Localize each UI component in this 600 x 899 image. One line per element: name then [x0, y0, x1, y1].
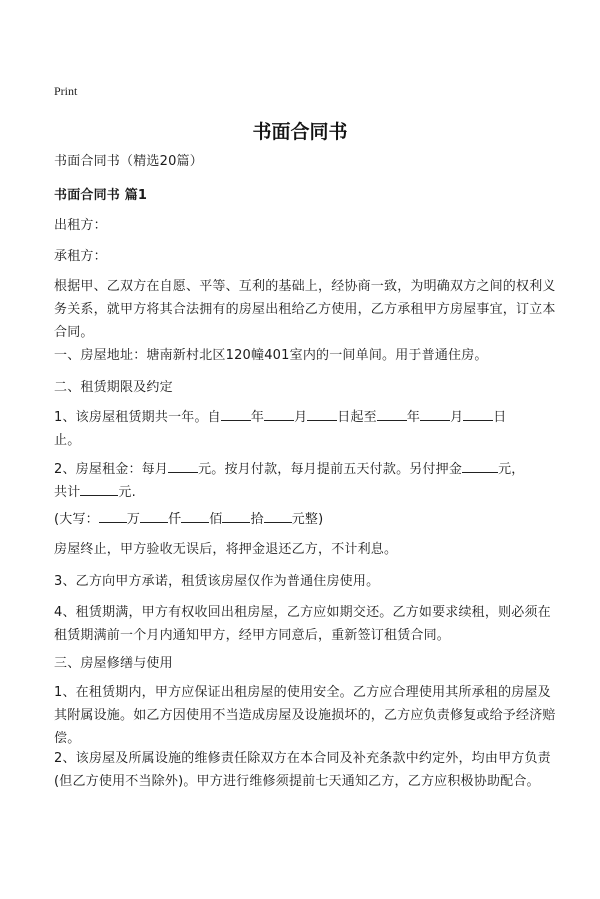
deposit-blank	[462, 458, 498, 473]
term-end-month-label: 月	[450, 410, 464, 425]
rent-text-2: 元。按月付款，每月提前五天付款。另付押金	[198, 462, 463, 477]
yuan-blank	[264, 508, 292, 523]
clause-renewal: 4、租赁期满，甲方有权收回出租房屋，乙方应如期交还。乙方如要求续租，则必须在租赁期满前一个月内通知甲方，经甲方同意后，重新签订租赁合同。	[54, 605, 551, 643]
clause-rent	[54, 458, 556, 504]
clause-repair-responsibility: 2、该房屋及所属设施的维修责任除双方在本合同及补充条款中约定外，均由甲方负责(但乙方使用不当除外)。甲方进行维修须提前七天通知乙方，乙方应积极协助配合。	[54, 751, 551, 789]
clause-repair-safety: 1、在租赁期内，甲方应保证出租房屋的使用安全。乙方应合理使用其所承租的房屋及其附属设施。如乙方因使用不当造成房屋及设施损坏的，乙方应负责修复或给予经济赔偿。	[54, 685, 556, 746]
start-month-blank	[264, 406, 294, 421]
capital-open: (大写：	[54, 512, 99, 527]
rent-text-3: 元，	[498, 462, 525, 477]
start-year-blank	[221, 406, 251, 421]
end-day-blank	[463, 406, 493, 421]
clause-repair-heading: 三、房屋修缮与使用	[54, 656, 173, 671]
clause-capital-amount	[54, 508, 556, 531]
shi-blank	[222, 508, 250, 523]
capital-qian: 仟	[168, 512, 182, 527]
end-year-blank	[377, 406, 407, 421]
print-label[interactable]: Print	[54, 84, 78, 98]
rent-text-4: 共计	[54, 485, 81, 500]
document-subtitle: 书面合同书（精选20篇）	[54, 154, 203, 169]
term-end-text: 止。	[54, 433, 81, 448]
start-day-blank	[307, 406, 337, 421]
deposit-return-paragraph: 房屋终止，甲方验收无误后，将押金退还乙方，不计利息。	[54, 542, 398, 557]
wan-blank	[99, 508, 127, 523]
clause-residential-use: 3、乙方向甲方承诺，租赁该房屋仅作为普通住房使用。	[54, 574, 380, 589]
term-year-label: 年	[250, 410, 265, 425]
term-end-year-label: 年	[406, 410, 421, 425]
clause-term-heading: 二、租赁期限及约定	[54, 380, 173, 395]
lessee-line: 承租方：	[54, 249, 107, 264]
document-title: 书面合同书	[252, 121, 348, 143]
term-month-label: 月	[294, 410, 308, 425]
end-month-blank	[420, 406, 450, 421]
qian-blank	[140, 508, 168, 523]
term-day-from-label: 日起至	[337, 410, 377, 425]
intro-paragraph: 根据甲、乙双方在自愿、平等、互利的基础上，经协商一致，为明确双方之间的权利义务关系，就甲方将其合法拥有的房屋出租给乙方使用，乙方承租甲方房屋事宜，订立本合同。	[54, 279, 556, 340]
capital-yuan: 元整)	[291, 512, 324, 527]
term-end-day-label: 日	[493, 410, 507, 425]
rent-text-5: 元.	[118, 485, 136, 500]
capital-shi: 拾	[250, 512, 264, 527]
capital-bai: 佰	[209, 512, 223, 527]
term-text-start: 1、该房屋租赁期共一年。自	[54, 410, 221, 425]
capital-wan: 万	[126, 512, 141, 527]
rent-text-1: 2、房屋租金：每月	[54, 462, 169, 477]
monthly-rent-blank	[168, 458, 198, 473]
total-blank	[80, 481, 118, 496]
section-heading: 书面合同书 篇1	[54, 188, 148, 203]
clause-address: 一、房屋地址：塘南新村北区120幢401室内的一间单间。用于普通住房。	[54, 348, 488, 363]
bai-blank	[181, 508, 209, 523]
clause-term-period	[54, 406, 556, 452]
lessor-line: 出租方：	[54, 218, 107, 233]
